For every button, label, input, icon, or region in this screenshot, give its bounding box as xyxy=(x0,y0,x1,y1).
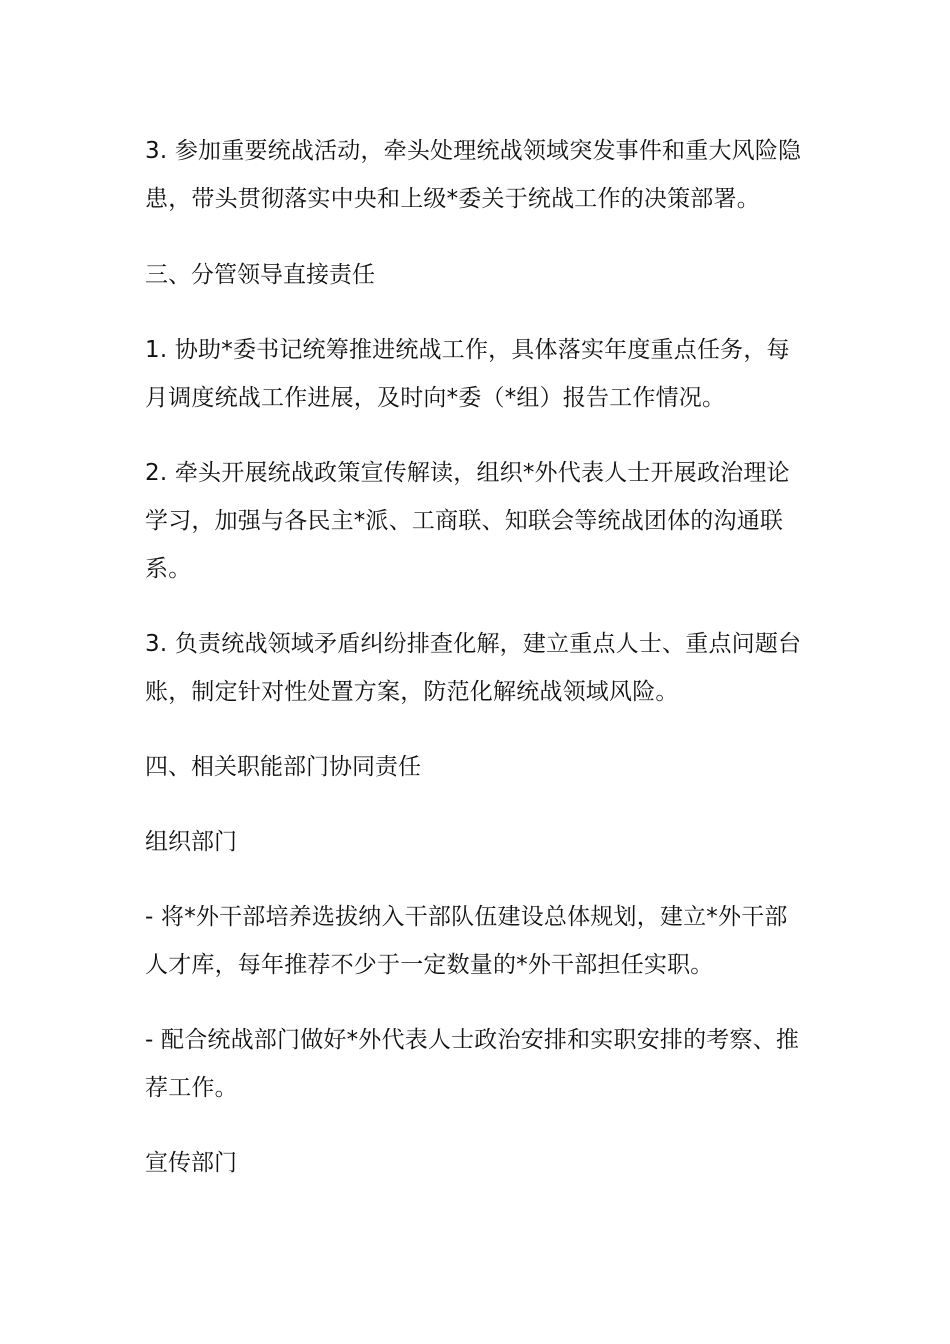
section-heading-3: 三、分管领导直接责任 xyxy=(145,262,375,288)
subheading-organization: 组织部门 xyxy=(145,829,237,855)
section-heading-4: 四、相关职能部门协同责任 xyxy=(145,754,421,780)
subheading-publicity: 宣传部门 xyxy=(145,1150,237,1176)
document-body xyxy=(145,127,810,1187)
paragraph-item-3-risk: 3. 负责统战领域矛盾纠纷排查化解，建立重点人士、重点问题台账，制定针对性处置方案，防范化解统战领域风险。 xyxy=(145,631,802,705)
paragraph-item-2-policy: 2. 牵头开展统战政策宣传解读，组织*外代表人士开展政治理论学习，加强与各民主*派、工商联、知联会等统战团体的沟通联系。 xyxy=(145,460,790,582)
paragraph-item-1-assist: 1. 协助*委书记统筹推进统战工作，具体落实年度重点任务，每月调度统战工作进展，及时向*委（*组）报告工作情况。 xyxy=(145,337,790,411)
paragraph-item-3-deploy: 3. 参加重要统战活动，牵头处理统战领域突发事件和重大风险隐患，带头贯彻落实中央和上级*委关于统战工作的决策部署。 xyxy=(145,138,802,212)
list-item-inspection: - 配合统战部门做好*外代表人士政治安排和实职安排的考察、推荐工作。 xyxy=(145,1027,800,1101)
list-item-cadre-training: - 将*外干部培养选拔纳入干部队伍建设总体规划，建立*外干部人才库，每年推荐不少于一定数量的*外干部担任实职。 xyxy=(145,904,788,978)
